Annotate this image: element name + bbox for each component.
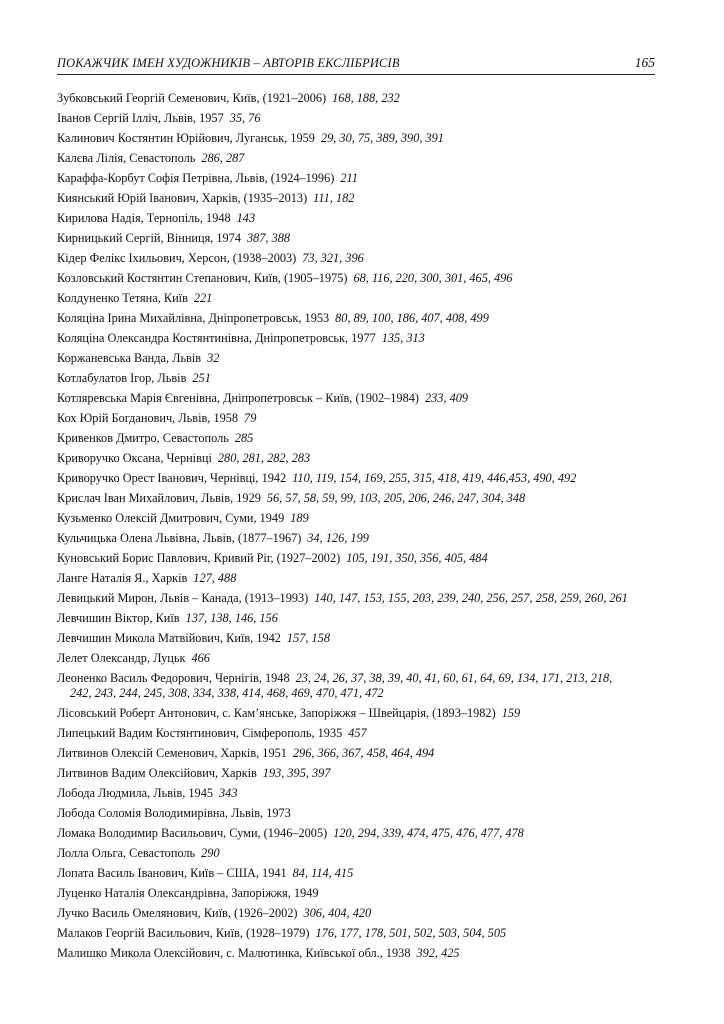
index-entry	[57, 944, 657, 964]
artist-name: Луценко Наталія Олександрівна, Запоріжжя, 1949	[57, 885, 319, 900]
page-references: 193, 395, 397	[262, 766, 331, 780]
index-entry	[57, 169, 657, 189]
page-references: 73, 321, 396	[302, 250, 364, 265]
page-references: 143	[236, 210, 256, 225]
page-references: 120, 294, 339, 474, 475, 476, 477, 478	[333, 825, 524, 840]
page-references: 29, 30, 75, 389, 390, 391	[320, 130, 444, 145]
artist-name: Лолла Ольга, Севастополь	[57, 845, 196, 860]
artist-name: Лобода Соломія Володимирівна, Львів, 1973	[57, 805, 291, 820]
index-entry	[57, 884, 657, 904]
artist-name: Калинович Костянтин Юрійович, Луганськ, 1959	[57, 130, 315, 145]
index-entry	[57, 529, 657, 549]
artist-name: Зубковський Георгій Семенович, Київ, (1921–2006)	[57, 91, 327, 105]
index-entry	[57, 549, 657, 569]
index-entry	[57, 469, 657, 489]
page-references: 251	[192, 370, 211, 385]
artist-name: Кирилова Надія, Тернопіль, 1948	[57, 210, 231, 225]
page-references: 290	[201, 845, 220, 860]
artist-name: Кузьменко Олексій Дмитрович, Суми, 1949	[57, 510, 285, 525]
page-references: 168, 188, 232	[332, 91, 400, 105]
page-references-continued: 242, 243, 244, 245, 308, 334, 338, 414, 468, 469, 470, 471, 472	[70, 686, 384, 701]
page-references: 233, 409	[424, 390, 469, 405]
index-entry	[57, 389, 657, 409]
index-entry	[57, 349, 657, 369]
index-entry	[57, 109, 657, 129]
artist-name: Ланге Наталія Я., Харків	[57, 570, 188, 585]
running-header	[57, 54, 655, 75]
artist-name: Котляревська Марія Євгенівна, Дніпропетровськ – Київ, (1902–1984)	[57, 390, 419, 405]
artist-name: Лучко Василь Омелянович, Київ, (1926–2002)	[57, 905, 298, 920]
artist-name: Котлабулатов Ігор, Львів	[57, 370, 187, 385]
page-references: 457	[348, 726, 367, 741]
page-references: 140, 147, 153, 155, 203, 239, 240, 256, 257, 258, 259, 260, 261	[314, 590, 628, 605]
page-references: 221	[193, 290, 213, 305]
page-references: 127, 488	[193, 570, 237, 585]
index-entry	[57, 249, 657, 269]
page-references: 84, 114, 415	[292, 865, 354, 880]
artist-name: Лелет Олександр, Луцьк	[57, 650, 186, 665]
page-references: 296, 366, 367, 458, 464, 494	[292, 746, 435, 761]
artist-name: Липецький Вадим Костянтинович, Сімферополь, 1935	[57, 726, 343, 741]
page-references: 387, 388	[246, 230, 291, 245]
index-entry	[57, 629, 657, 649]
page-references: 306, 404, 420	[303, 905, 372, 920]
page-references: 105, 191, 350, 356, 405, 484	[346, 550, 488, 565]
page-references: 110, 119, 154, 169, 255, 315, 418, 419, 446,453, 490, 492	[292, 470, 577, 485]
artist-name: Куновський Борис Павлович, Кривий Ріг, (1927–2002)	[57, 550, 341, 565]
artist-name: Лопата Василь Іванович, Київ – США, 1941	[57, 865, 287, 880]
page-references: 286, 287	[201, 150, 245, 165]
page-references: 280, 281, 282, 283	[217, 450, 311, 465]
page-references: 35, 76	[229, 110, 261, 125]
artist-name: Калєва Лілія, Севастополь	[57, 150, 196, 165]
artist-name: Кульчицька Олена Львівна, Львів, (1877–1967)	[57, 530, 302, 545]
page-references: 466	[191, 650, 210, 665]
page-references: 159	[501, 706, 521, 721]
index-entry	[57, 804, 657, 824]
index-entry	[57, 489, 657, 509]
artist-name: Литвинов Олексій Семенович, Харків, 1951	[57, 746, 287, 761]
index-entry	[57, 671, 657, 702]
artist-name: Кідер Фелікс Іхильович, Херсон, (1938–2003)	[57, 250, 297, 265]
index-entry	[57, 129, 657, 149]
index-entry	[57, 189, 657, 209]
artist-name: Коржаневська Ванда, Львів	[57, 350, 202, 365]
page-references: 80, 89, 100, 186, 407, 408, 499	[335, 310, 489, 325]
index-entry	[57, 289, 657, 309]
index-entry	[57, 864, 657, 884]
page-references: 189	[290, 510, 309, 525]
page-references: 211	[340, 170, 358, 185]
artist-name: Литвинов Вадим Олексійович, Харків	[57, 766, 257, 780]
index-entry	[57, 569, 657, 589]
artist-name: Левицький Мирон, Львів – Канада, (1913–1993)	[57, 590, 309, 605]
artist-name: Ломака Володимир Васильович, Суми, (1946–2005)	[57, 825, 328, 840]
page-references: 176, 177, 178, 501, 502, 503, 504, 505	[315, 925, 507, 940]
index-entry	[57, 329, 657, 349]
index-entry	[57, 429, 657, 449]
index-entry	[57, 89, 657, 109]
page-references: 392, 425	[416, 945, 460, 960]
page-references: 111, 182	[313, 190, 355, 205]
index-entry	[57, 449, 657, 469]
artist-name: Іванов Сергій Ілліч, Львів, 1957	[57, 110, 224, 125]
index-entry	[57, 924, 657, 944]
index-entry	[57, 824, 657, 844]
artist-name: Караффа-Корбут Софія Петрівна, Львів, (1924–1996)	[57, 170, 335, 185]
artist-name: Кривенков Дмитро, Севастополь	[57, 430, 229, 445]
artist-name: Коляціна Олександра Костянтинівна, Дніпропетровськ, 1977	[57, 330, 376, 345]
index-entry	[57, 509, 657, 529]
index-entry	[57, 309, 657, 329]
artist-name: Киянський Юрій Іванович, Харків, (1935–2013)	[57, 190, 308, 205]
artist-name: Кох Юрій Богданович, Львів, 1958	[57, 410, 239, 425]
index-entry	[57, 409, 657, 429]
page-references: 135, 313	[381, 330, 425, 345]
index-entry	[57, 609, 657, 629]
page-references: 343	[219, 785, 238, 800]
artist-name: Козловський Костянтин Степанович, Київ, (1905–1975)	[57, 270, 348, 285]
page-references: 157, 158	[286, 630, 330, 645]
artist-name: Криворучко Орест Іванович, Чернівці, 1942	[57, 470, 287, 485]
index-entry	[57, 744, 657, 764]
page-references: 34, 126, 199	[307, 530, 369, 545]
page-references: 68, 116, 220, 300, 301, 465, 496	[353, 270, 513, 285]
index-entry	[57, 724, 657, 744]
index-entry	[57, 589, 657, 609]
index-entry	[57, 764, 657, 784]
artist-name: Коляціна Ірина Михайлівна, Дніпропетровськ, 1953	[57, 310, 330, 325]
index-entry	[57, 149, 657, 169]
header-title: ПОКАЖЧИК ІМЕН ХУДОЖНИКІВ – АВТОРІВ ЕКСЛІБРИСІВ	[57, 56, 400, 70]
index-entry	[57, 904, 657, 924]
index-entry	[57, 229, 657, 249]
index-entry	[57, 784, 657, 804]
page-references: 56, 57, 58, 59, 99, 103, 205, 206, 246, 247, 304, 348	[266, 490, 526, 505]
artist-name: Крислач Іван Михайлович, Львів, 1929	[57, 490, 261, 505]
index-entry	[57, 269, 657, 289]
artist-name: Криворучко Оксана, Чернівці	[57, 450, 212, 465]
index-entry	[57, 209, 657, 229]
page-references: 285	[234, 430, 254, 445]
artist-index-list	[57, 89, 657, 964]
page-references: 23, 24, 26, 37, 38, 39, 40, 41, 60, 61, 64, 69, 134, 171, 213, 218,	[295, 670, 613, 685]
index-entry	[57, 649, 657, 669]
artist-name: Левчишин Микола Матвійович, Київ, 1942	[57, 630, 281, 645]
page-references: 79	[244, 410, 257, 425]
page-number: 165	[634, 55, 655, 70]
artist-name: Левчишин Віктор, Київ	[57, 610, 180, 625]
artist-name: Колдуненко Тетяна, Київ	[57, 290, 188, 305]
page-references: 137, 138, 146, 156	[185, 610, 278, 625]
artist-name: Малишко Микола Олексійович, с. Малютинка, Київської обл., 1938	[57, 945, 411, 960]
artist-name: Леоненко Василь Федорович, Чернігів, 1948	[57, 670, 290, 685]
index-entry	[57, 844, 657, 864]
artist-name: Кирницький Сергій, Вінниця, 1974	[57, 230, 241, 245]
artist-name: Малаков Георгій Васильович, Київ, (1928–1979)	[57, 925, 310, 940]
artist-name: Лісовський Роберт Антонович, с. Кам’янське, Запоріжжя – Швейцарія, (1893–1982)	[57, 706, 496, 721]
artist-name: Лобода Людмила, Львів, 1945	[57, 785, 214, 800]
index-entry	[57, 704, 657, 724]
page-references: 32	[207, 350, 220, 365]
index-entry	[57, 369, 657, 389]
